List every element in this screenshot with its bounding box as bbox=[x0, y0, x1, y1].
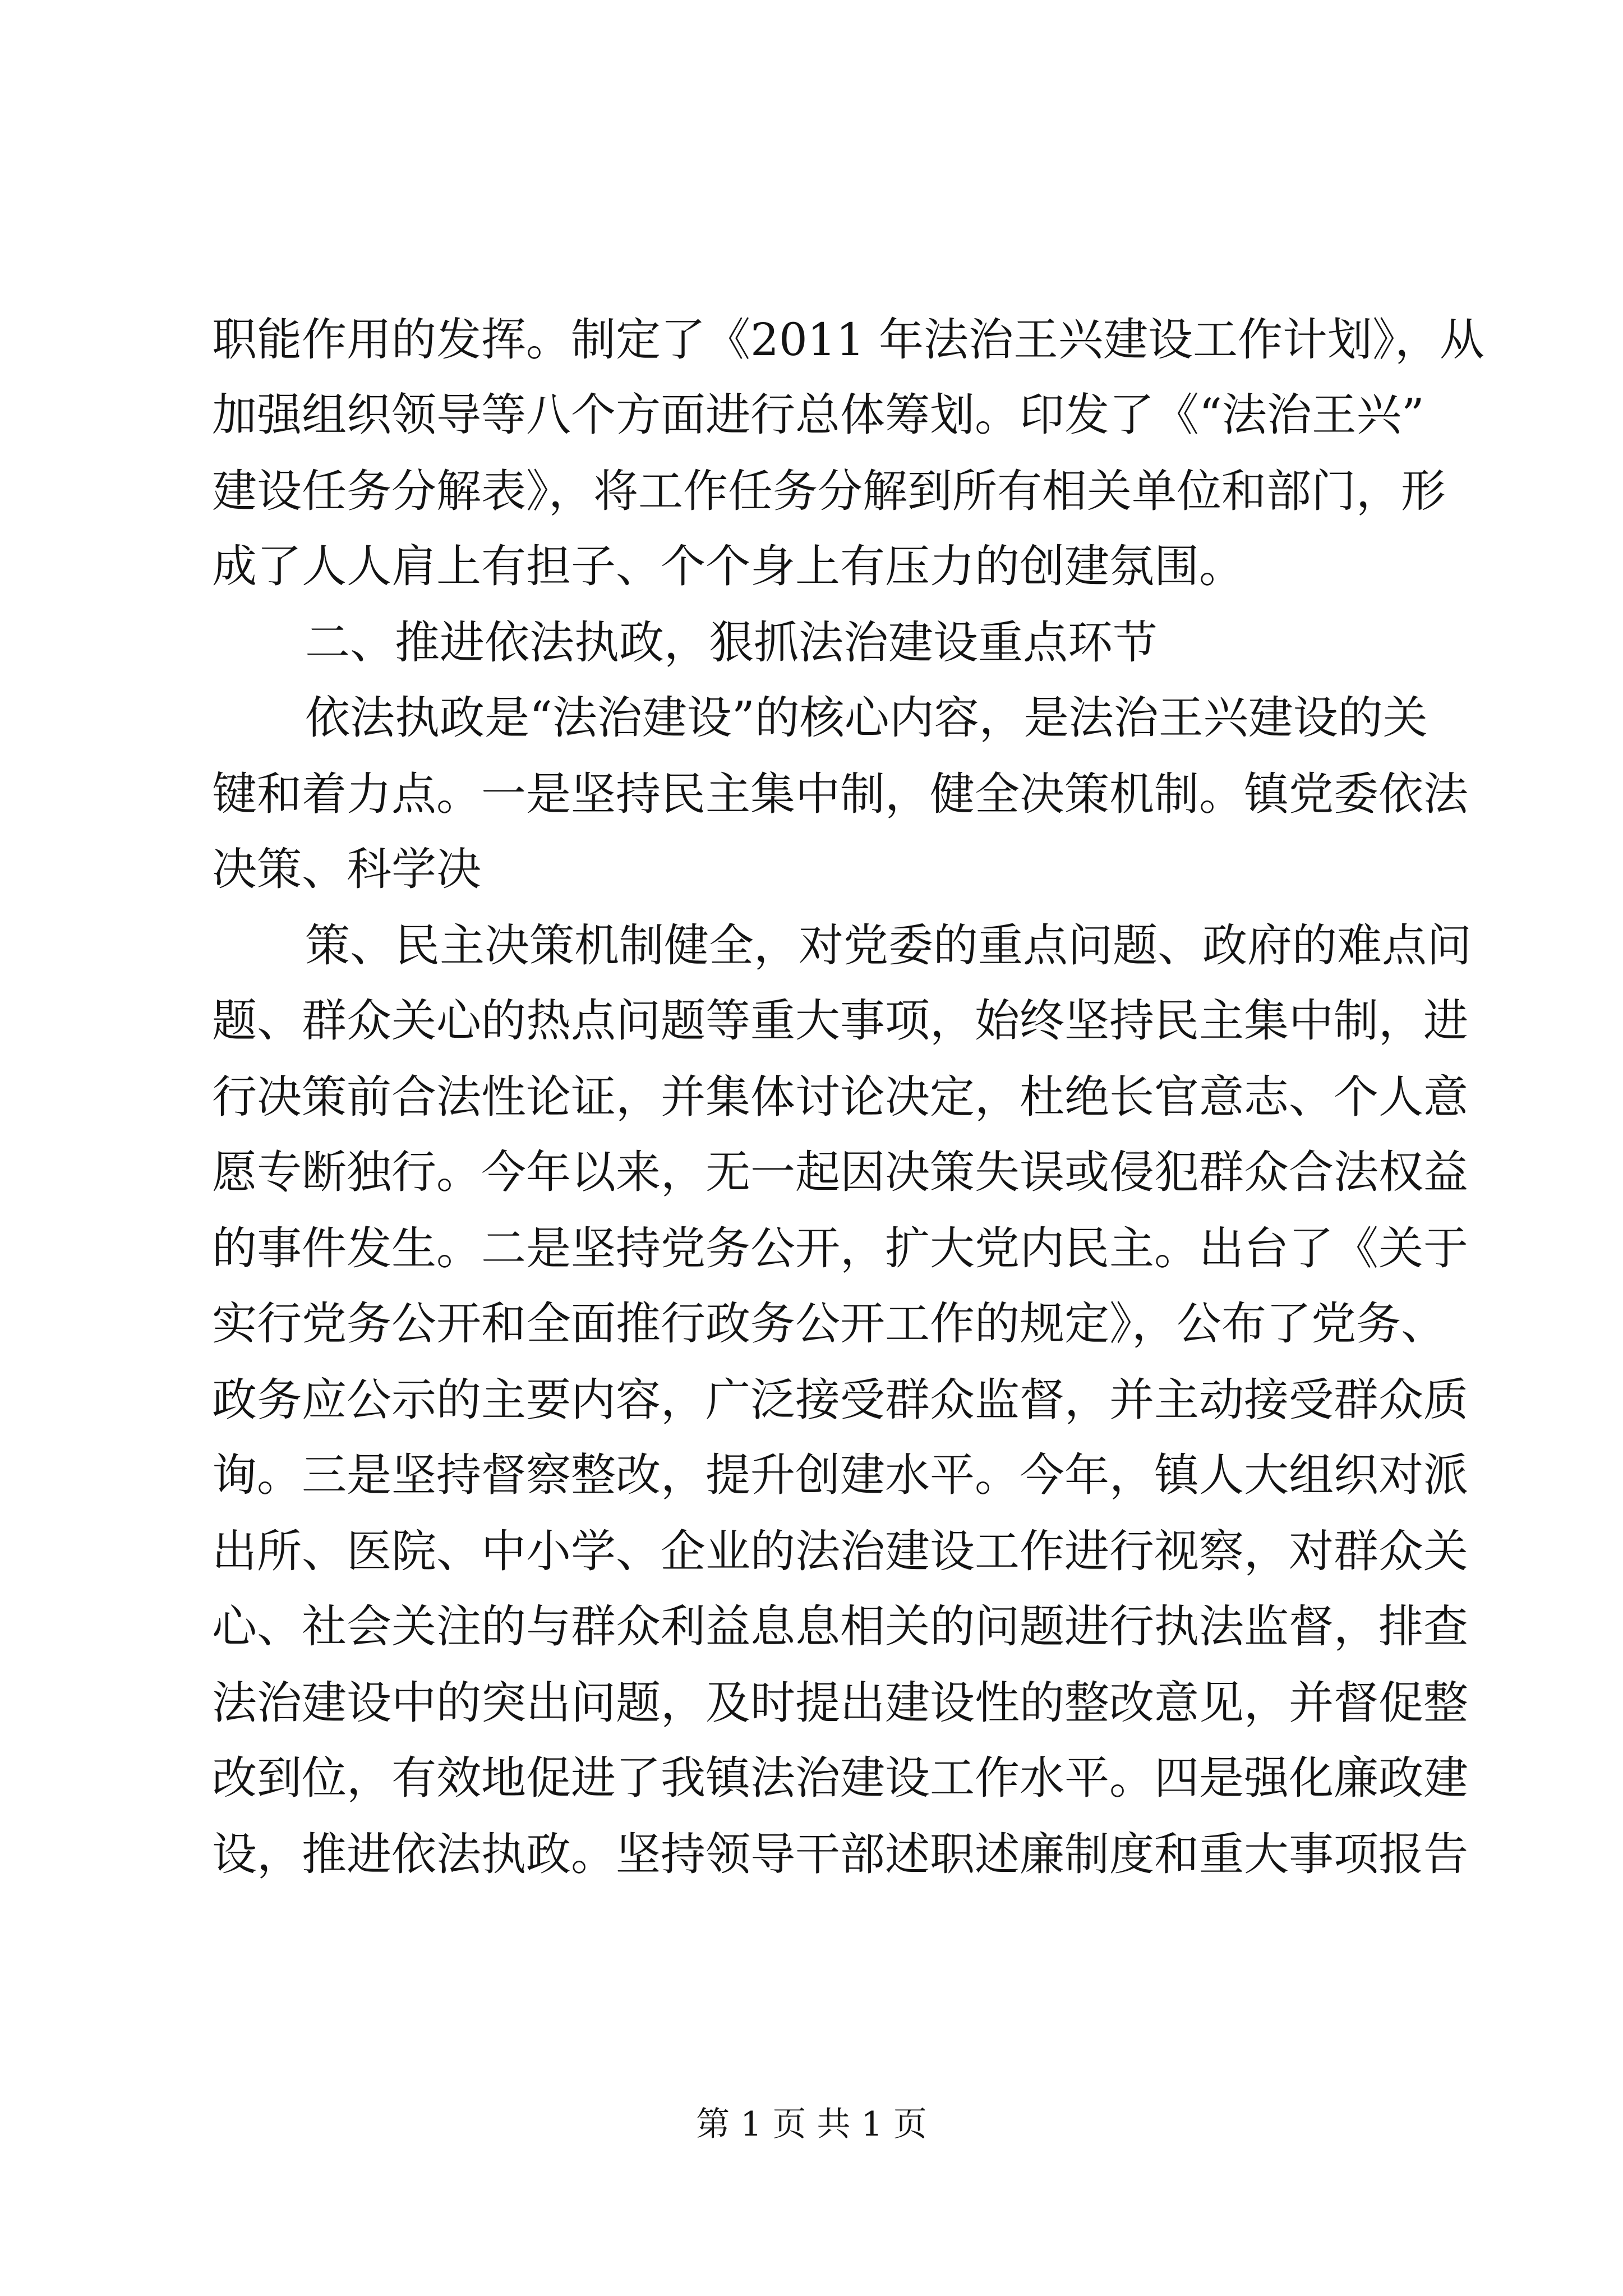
text-line: 愿专断独行。今年以来，无一起因决策失误或侵犯群众合法权益 bbox=[212, 1146, 1468, 1198]
page-number-footer: 第 1 页 共 1 页 bbox=[696, 2105, 927, 2144]
text-line: 法治建设中的突出问题，及时提出建设性的整改意见，并督促整 bbox=[212, 1677, 1468, 1729]
text-line: 行决策前合法性论证，并集体讨论决定，杜绝长官意志、个人意 bbox=[212, 1071, 1468, 1123]
text-line: 改到位，有效地促进了我镇法治建设工作水平。四是强化廉政建 bbox=[212, 1752, 1468, 1804]
text-line: 依法执政是“法治建设”的核心内容，是法治王兴建设的关 bbox=[305, 692, 1428, 744]
text-line: 询。三是坚持督察整改，提升创建水平。今年，镇人大组织对派 bbox=[212, 1449, 1468, 1501]
text-line: 的事件发生。二是坚持党务公开，扩大党内民主。出台了《关于 bbox=[212, 1222, 1468, 1274]
text-line: 成了人人肩上有担子、个个身上有压力的创建氛围。 bbox=[212, 540, 1244, 592]
text-line: 决策、科学决 bbox=[212, 843, 481, 895]
text-line: 政务应公示的主要内容，广泛接受群众监督，并主动接受群众质 bbox=[212, 1374, 1468, 1426]
section-heading: 二、推进依法执政，狠抓法治建设重点环节 bbox=[305, 616, 1158, 669]
text-line: 键和着力点。一是坚持民主集中制，健全决策机制。镇党委依法 bbox=[212, 768, 1468, 820]
text-line: 题、群众关心的热点问题等重大事项，始终坚持民主集中制，进 bbox=[212, 995, 1468, 1047]
text-line: 设，推进依法执政。坚持领导干部述职述廉制度和重大事项报告 bbox=[212, 1828, 1468, 1880]
text-line: 实行党务公开和全面推行政务公开工作的规定》，公布了党务、 bbox=[212, 1297, 1446, 1350]
text-line: 心、社会关注的与群众利益息息相关的问题进行执法监督，排查 bbox=[212, 1600, 1468, 1653]
text-line: 策、民主决策机制健全，对党委的重点问题、政府的难点问 bbox=[305, 919, 1472, 972]
text-line: 职能作用的发挥。制定了《2011 年法治王兴建设工作计划》，从 bbox=[212, 314, 1485, 366]
text-line: 加强组织领导等八个方面进行总体筹划。印发了《“法治王兴” bbox=[212, 389, 1424, 441]
text-line: 出所、医院、中小学、企业的法治建设工作进行视察，对群众关 bbox=[212, 1525, 1468, 1577]
text-line: 建设任务分解表》，将工作任务分解到所有相关单位和部门，形 bbox=[212, 465, 1446, 517]
